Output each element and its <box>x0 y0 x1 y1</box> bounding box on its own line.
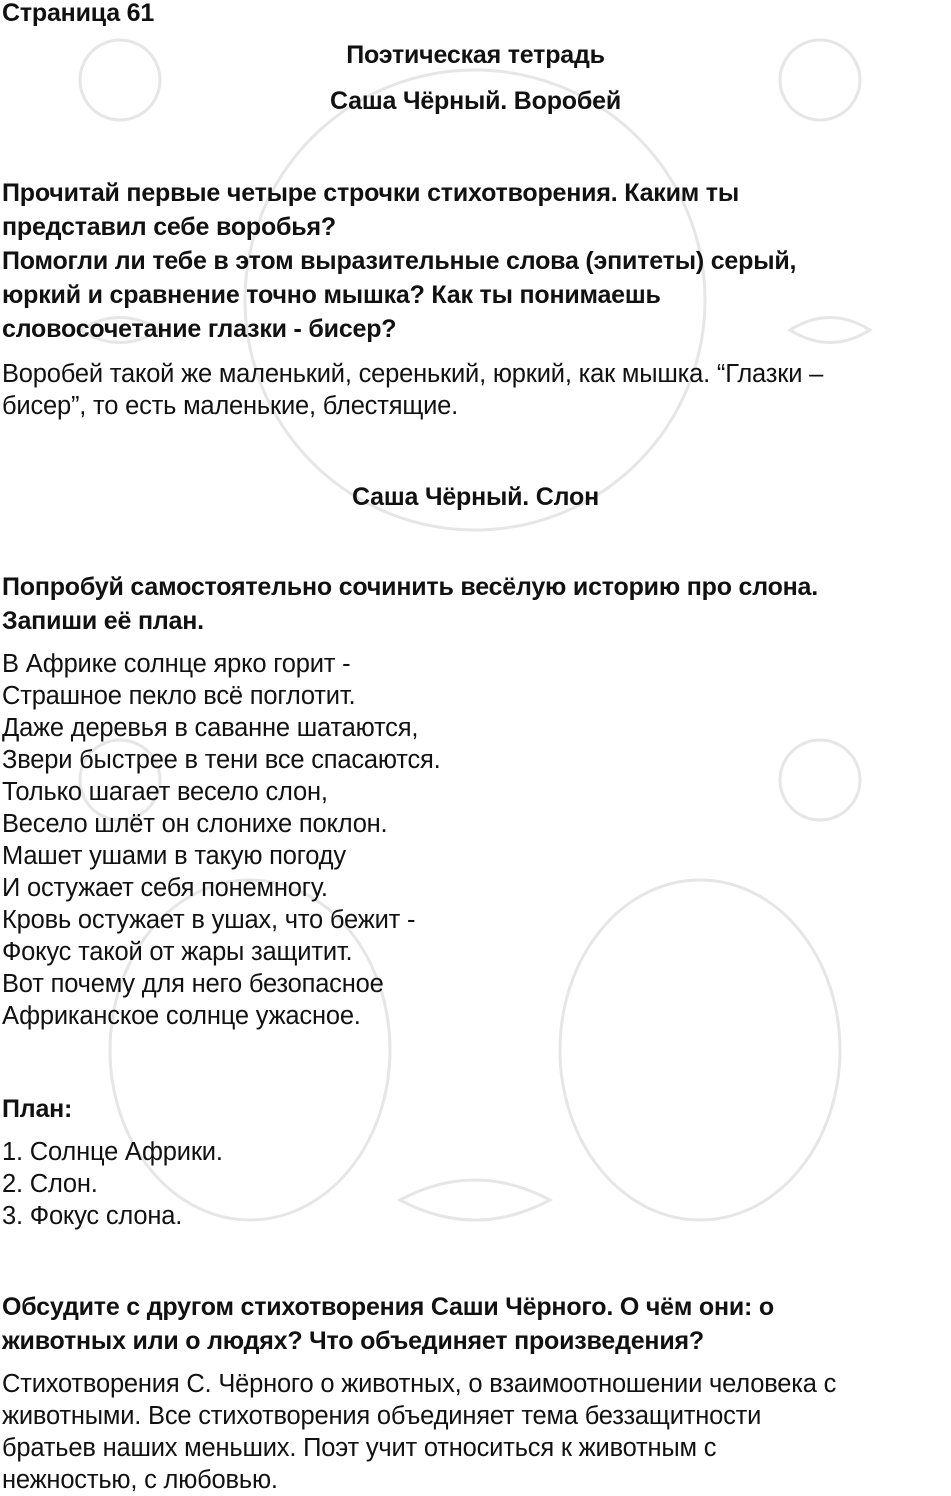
discussion-answer <box>2 1368 836 1496</box>
plan-item: 2. Слон. <box>2 1170 98 1198</box>
poem-line: Весело шлёт он слонихе поклон. <box>2 810 388 838</box>
poem-line: Африканское солнце ужасное. <box>2 1002 361 1030</box>
poem-line: Кровь остужает в ушах, что бежит - <box>2 906 416 934</box>
poem-line: Даже деревья в саванне шатаются, <box>2 714 419 742</box>
question-line: Запиши её план. <box>2 607 204 635</box>
answer-line: братьев наших меньших. Поэт учит относиться к животным с <box>2 1434 717 1462</box>
elephant-title: Саша Чёрный. Слон <box>352 483 599 511</box>
poem-line: Только шагает весело слон, <box>2 778 328 806</box>
answer-line: Стихотворения С. Чёрного о животных, о взаимоотношении человека с <box>2 1370 837 1398</box>
poem-line: Вот почему для него безопасное <box>2 970 384 998</box>
plan-label: План: <box>2 1095 73 1123</box>
question-line: словосочетание глазки - бисер? <box>2 315 397 343</box>
answer-line: нежностью, с любовью. <box>2 1466 278 1494</box>
elephant-question <box>2 570 818 638</box>
question-line: животных или о людях? Что объединяет произведения? <box>2 1327 704 1355</box>
poem-line: Звери быстрее в тени все спасаются. <box>2 746 441 774</box>
question-line: Прочитай первые четыре строчки стихотворения. Каким ты <box>2 179 739 207</box>
plan-list <box>2 1136 223 1232</box>
plan-item: 3. Фокус слона. <box>2 1202 183 1230</box>
elephant-poem <box>2 648 441 1032</box>
answer-line: бисер”, то есть маленькие, блестящие. <box>2 392 459 420</box>
question-line: представил себе воробья? <box>2 213 336 241</box>
section-title: Поэтическая тетрадь <box>346 41 605 69</box>
question-line: Обсудите с другом стихотворения Саши Чёрного. О чём они: о <box>2 1293 774 1321</box>
poem-line: Фокус такой от жары защитит. <box>2 938 353 966</box>
sparrow-answer <box>2 358 823 422</box>
question-line: Попробуй самостоятельно сочинить весёлую историю про слона. <box>2 573 818 601</box>
sparrow-title: Саша Чёрный. Воробей <box>330 87 621 115</box>
poem-line: Страшное пекло всё поглотит. <box>2 682 356 710</box>
page-number: Страница 61 <box>2 0 155 27</box>
poem-line: В Африке солнце ярко горит - <box>2 650 351 678</box>
answer-line: животными. Все стихотворения объединяет тема беззащитности <box>2 1402 762 1430</box>
discussion-question <box>2 1290 774 1358</box>
answer-line: Воробей такой же маленький, серенький, юркий, как мышка. “Глазки – <box>2 360 824 388</box>
poem-line: Машет ушами в такую погоду <box>2 842 346 870</box>
question-line: Помогли ли тебе в этом выразительные слова (эпитеты) серый, <box>2 247 797 275</box>
poem-line: И остужает себя понемногу. <box>2 874 328 902</box>
sparrow-question <box>2 176 796 346</box>
plan-item: 1. Солнце Африки. <box>2 1138 223 1166</box>
question-line: юркий и сравнение точно мышка? Как ты понимаешь <box>2 281 661 309</box>
